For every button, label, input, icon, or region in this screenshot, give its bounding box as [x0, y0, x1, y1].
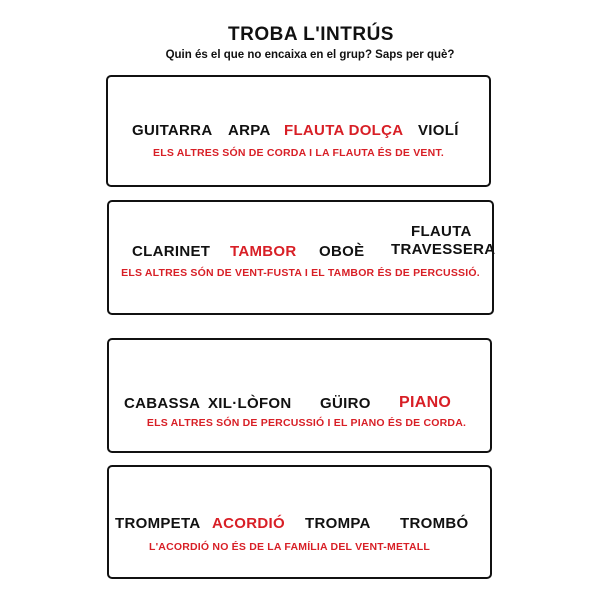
word-travessera: TRAVESSERA — [391, 241, 496, 258]
word-flauta: FLAUTA — [411, 223, 472, 240]
explanation-4: L'ACORDIÓ NO ÉS DE LA FAMÍLIA DEL VENT-METALL — [149, 541, 430, 553]
word-xilofon: XIL·LÒFON — [208, 395, 292, 412]
word-guitarra: GUITARRA — [132, 122, 213, 139]
word-cabassa: CABASSA — [124, 395, 201, 412]
word-arpa: ARPA — [228, 122, 271, 139]
word-trompeta: TROMPETA — [115, 515, 201, 532]
explanation-2: ELS ALTRES SÓN DE VENT-FUSTA I EL TAMBOR ÉS DE PERCUSSIÓ. — [121, 267, 480, 279]
explanation-1: ELS ALTRES SÓN DE CORDA I LA FLAUTA ÉS DE VENT. — [153, 147, 444, 159]
page-subtitle: Quin és el que no encaixa en el grup? Saps per què? — [165, 49, 455, 61]
group-box-3 — [107, 338, 492, 453]
explanation-3: ELS ALTRES SÓN DE PERCUSSIÓ I EL PIANO ÉS DE CORDA. — [146, 417, 467, 429]
word-trombo: TROMBÓ — [400, 515, 469, 532]
word-guiro: GÜIRO — [320, 395, 371, 412]
word-intrus-flauta-dolca: FLAUTA DOLÇA — [284, 122, 404, 139]
word-intrus-tambor: TAMBOR — [230, 243, 297, 260]
group-box-1 — [106, 75, 491, 187]
word-clarinet: CLARINET — [132, 243, 211, 260]
word-violi: VIOLÍ — [418, 122, 459, 139]
word-intrus-piano: PIANO — [399, 394, 452, 411]
word-trompa: TROMPA — [305, 515, 371, 532]
group-box-2 — [107, 200, 494, 315]
word-oboe: OBOÈ — [319, 243, 365, 260]
word-intrus-acordio: ACORDIÓ — [212, 515, 285, 532]
group-box-4 — [107, 465, 492, 579]
page-title: TROBA L'INTRÚS — [228, 24, 394, 45]
